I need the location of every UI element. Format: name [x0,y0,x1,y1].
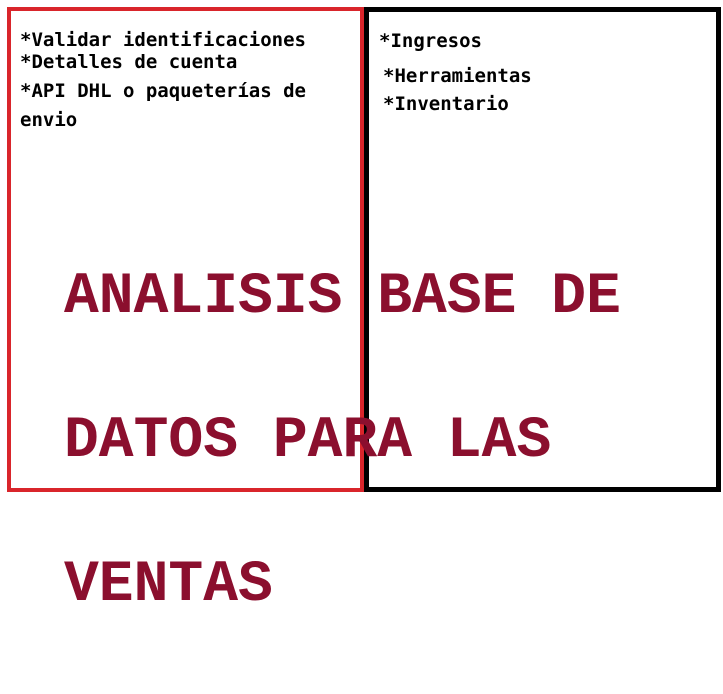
right-panel-item: *Ingresos [379,30,482,52]
left-panel-item: *API DHL o paqueterías de [20,80,306,102]
right-panel-item: *Herramientas [383,65,532,87]
left-panel-item: *Detalles de cuenta [20,51,238,73]
left-panel-item: envio [20,109,78,131]
title-line: DATOS PARA LAS [64,409,552,474]
title-line: ANALISIS BASE DE [64,265,621,330]
title-line: VENTAS [64,553,273,618]
right-panel-item: *Inventario [383,93,509,115]
diagram-title [64,190,714,694]
left-panel-item: *Validar identificaciones [20,29,306,51]
